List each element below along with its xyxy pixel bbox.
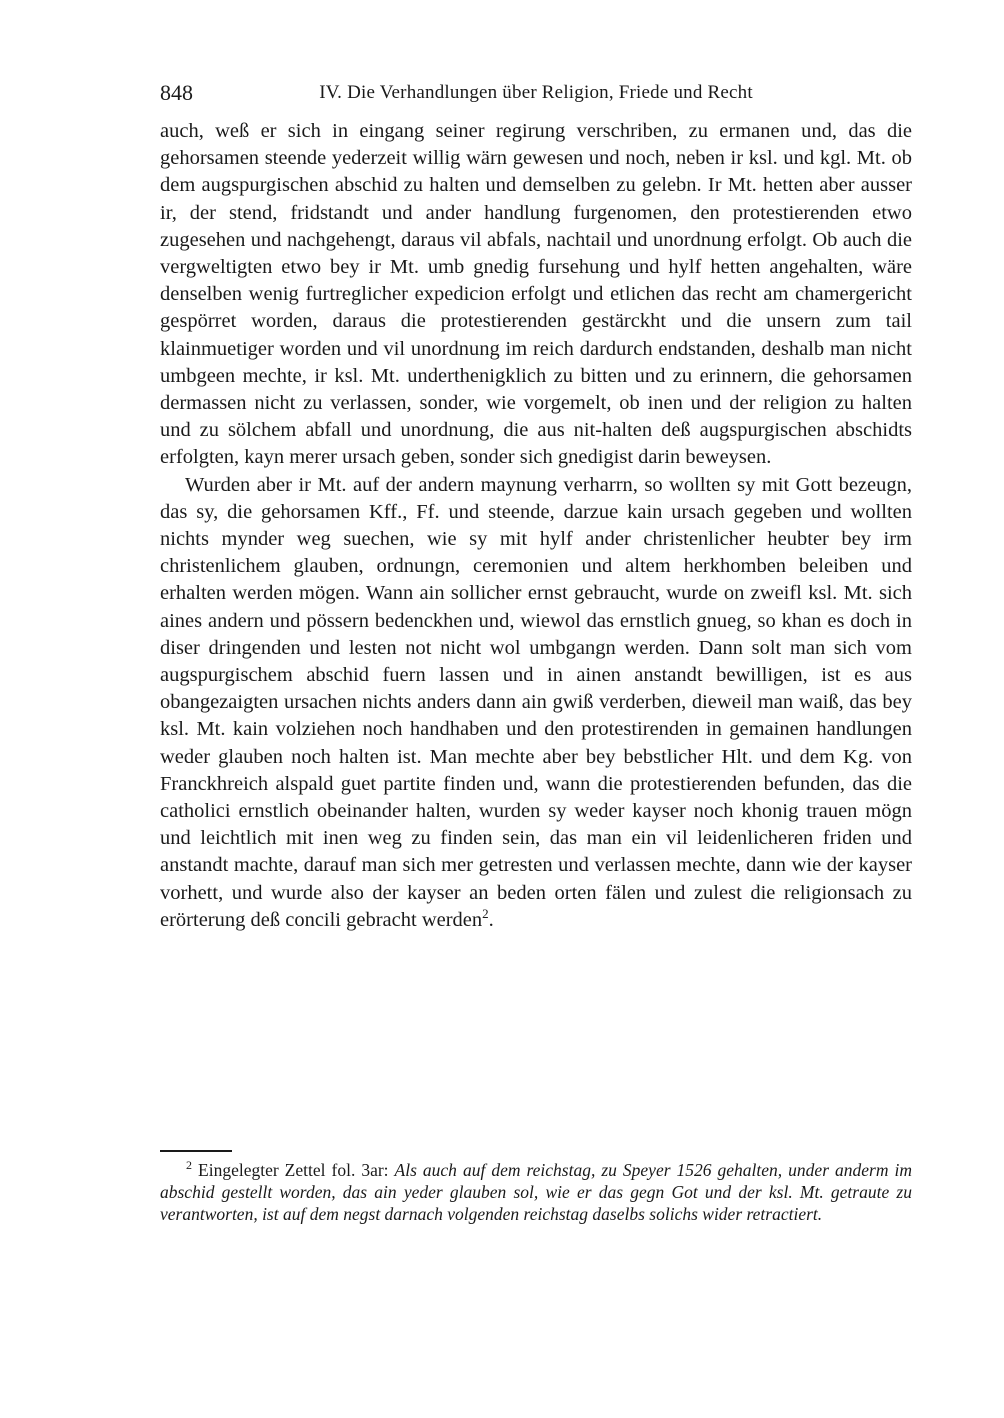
footnote-marker: 2 — [186, 1158, 192, 1173]
footnote-lead: Eingelegter Zettel fol. 3ar: — [198, 1160, 389, 1180]
running-header-title: IV. Die Verhandlungen über Religion, Friede und Recht — [319, 82, 753, 103]
paragraph-2 — [160, 472, 912, 934]
footnote-quote-text: Als auch auf dem reichstag, zu Speyer 1526 gehalten, under anderm im abschid gestellt worden, das ain yeder glauben sol, wie er das gegn Got und der ksl. Mt. getraute zu verantworten, ist auf dem negst darnach volgenden reichstag daselbs solichs wider retractiert. — [160, 1160, 912, 1224]
page-header — [160, 80, 912, 106]
text-column — [160, 80, 912, 934]
paragraph-2-text: Wurden aber ir Mt. auf der andern maynung verharrn, so wollten sy mit Gott bezeugn, das sy, die gehorsamen Kff., Ff. und steende, darzue kain ursach gegeben und wollten nichts mynder weg suechen, wie sy mit hylf ander christenlicher heubter bey irm christenlichem glauben, ordnungn, ceremonien und altem herkhomben beleiben und erhalten werden mögen. Wann ain sollicher ernst gebraucht, wurde on zweifl ksl. Mt. sich aines andern und pössern bedenckhen und, wiewol das ernstlich gnueg, so khan es doch in diser dringenden und lesten not nicht wol umbgangn werden. Dann solt man sich vom augspurgischem abschid fuern lassen und in ainen anstandt bewilligen, ist es aus obangezaigten ursachen nichts anders dann ain gwiß verderben, dieweil man waiß, das bey ksl. Mt. kain volziehen noch handhaben und den protestirenden in gemainen handlungen weder glauben noch halten ist. Man mechte aber bey bebstlicher Hlt. und dem Kg. von Franckhreich alspald guet partite finden und, wann die protestierenden befunden, das die catholici ernstlich obeinander halten, wurden sy weder kayser noch khonig trauen mögn und leichtlich mit inen weg zu finden sein, das man ein vil leidenlicheren friden und anstandt machte, darauf man sich mer getresten und verlassen mechte, dann wie der kayser vorhett, und wurde also der kayser an beden orten fälen und zulest die religionsach zu erörterung deß concili gebracht werden — [160, 473, 912, 931]
paragraph-2-period: . — [488, 908, 494, 931]
paragraph-1: auch, weß er sich in eingang seiner regirung verschriben, zu ermanen und, das die gehorsamen steende yederzeit willig wärn gewesen und noch, neben ir ksl. und kgl. Mt. ob dem augspurgischen abschid zu halten und demselben zu gelebn. Ir Mt. hetten aber ausser ir, der stend, fridstandt und ander handlung furgenomen, den protestierenden etwo zugesehen und nachgehengt, daraus vil abfals, nachtail und unordnung erfolgt. Ob auch die vergweltigten etwo bey ir Mt. umb gnedig fursehung und hylf hetten angehalten, wäre denselben wenig furtreglicher expedicion erfolgt und etlichen das recht am chamergericht gespörret worden, daraus die protestierenden gestärckht und die unsern zum tail klainmuetiger worden und vil unordnung im reich dardurch endstanden, deshalb man nicht umbgeen mechte, ir ksl. Mt. underthenigklich zu bitten und zu erinnern, die gehorsamen dermassen nicht zu verlassen, sonder, wie vorgemelt, ob inen und der religion zu halten und zu sölchem abfall und unordnung, die aus nit-halten deß augspurgischen abschidts erfolgten, kayn merer ursach geben, sonder sich gnedigist darin beweysen. — [160, 120, 912, 469]
footnote-separator-rule — [160, 1150, 232, 1152]
page-number: 848 — [160, 80, 193, 105]
footnote-2 — [160, 1160, 912, 1225]
footnote-reference: 2 — [482, 906, 489, 922]
footnote-section — [160, 1150, 912, 1225]
body-text — [160, 118, 912, 934]
